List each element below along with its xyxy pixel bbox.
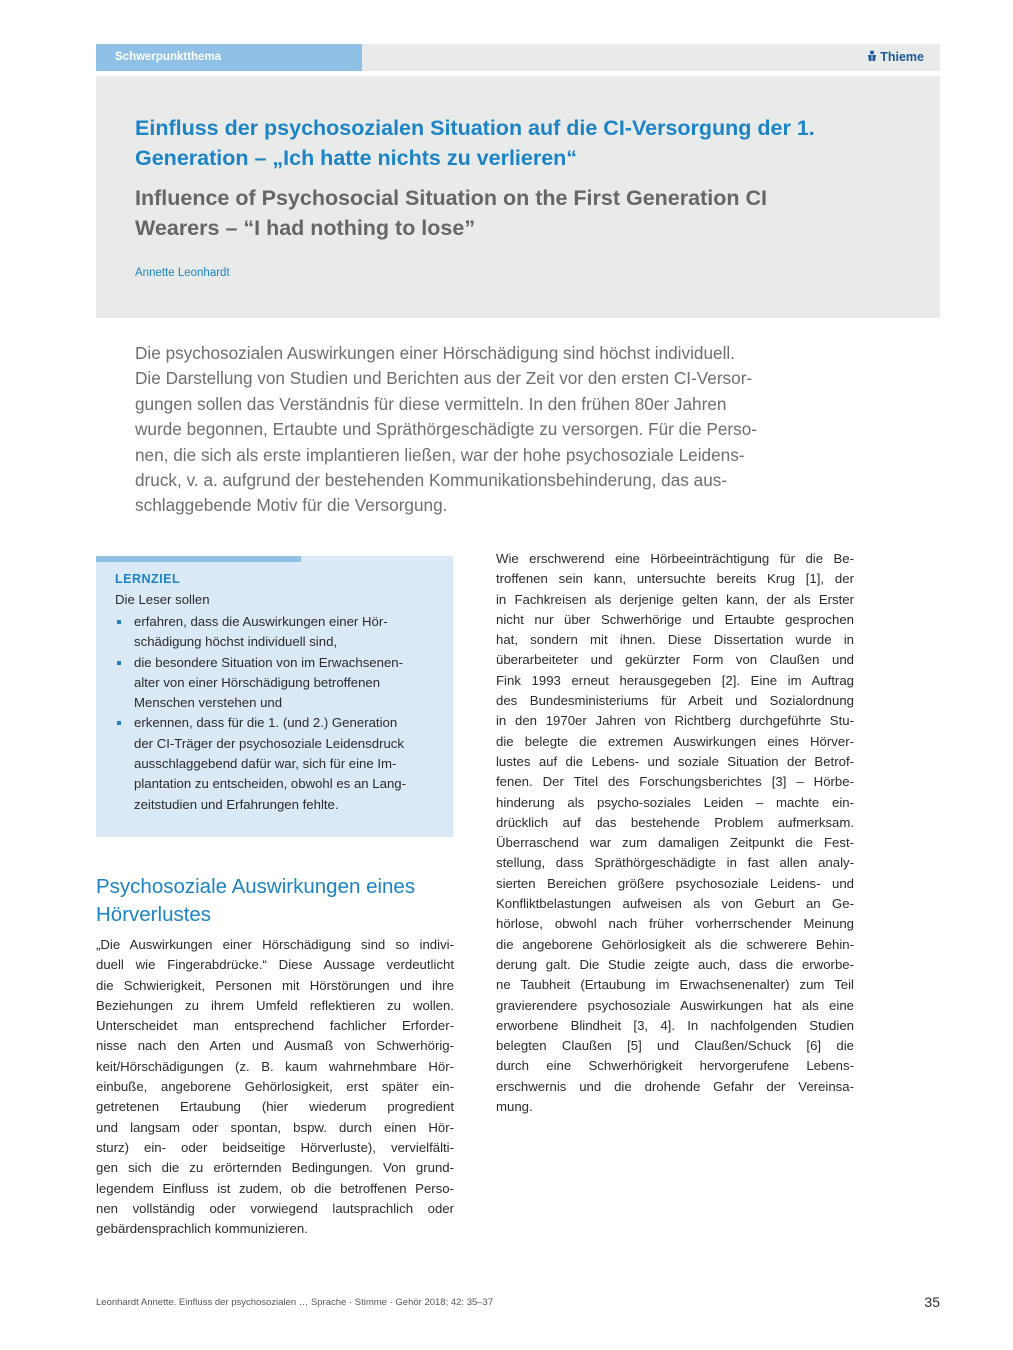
learning-goal-line: erkennen, dass für die 1. (und 2.) Generation xyxy=(134,715,398,731)
body-line: legendem Einfluss ist zudem, ob die betroffenen Perso- xyxy=(96,1180,454,1196)
learning-goals-list xyxy=(115,612,445,815)
bullet-icon xyxy=(117,620,121,624)
body-line: durch eine Schwerhörigkeit hervorgerufene Lebens- xyxy=(496,1058,854,1074)
body-line: die belegte die extremen Auswirkungen eines Hörver- xyxy=(496,733,854,749)
learning-goal-line: plantation zu entscheiden, obwohl es an Lang- xyxy=(134,776,407,792)
learning-goal-line: alter von einer Hörschädigung betroffenen xyxy=(134,674,381,690)
learning-goal-item xyxy=(115,653,445,714)
author-name: Annette Leonhardt xyxy=(135,267,230,279)
abstract-line: druck, v. a. aufgrund der bestehenden Kommunikationsbehinderung, das aus- xyxy=(135,470,728,491)
bullet-icon xyxy=(117,661,121,665)
body-line: nen vollständig oder vorwiegend lautsprachlich oder xyxy=(96,1200,454,1216)
body-line: die angeborene Gehörlosigkeit als die schwerere Behin- xyxy=(496,936,854,952)
abstract xyxy=(135,341,815,519)
footer-citation: Leonhardt Annette. Einfluss der psychosozialen … Sprache · Stimme · Gehör 2018; 42: 35–37 xyxy=(96,1297,494,1308)
body-line: „Die Auswirkungen einer Hörschädigung sind so indivi- xyxy=(96,937,454,952)
body-line: lustes auf die Lebens- und soziale Situation der Betrof- xyxy=(496,753,854,769)
body-line: troffenen sein kann, untersuchte bereits Krug [1], der xyxy=(496,571,854,587)
learning-goal-line: ausschlaggebend dafür war, sich für eine Im- xyxy=(134,756,397,772)
publisher-brand xyxy=(867,44,924,71)
learning-goal-line: Menschen verstehen und xyxy=(134,695,283,711)
publisher-name: Thieme xyxy=(880,50,924,64)
body-line: hinderung als psycho-soziales Leiden – machte ein- xyxy=(496,794,854,810)
bullet-icon xyxy=(117,721,121,725)
learning-goal-line: die besondere Situation von im Erwachsenen- xyxy=(134,654,404,670)
section-heading: Psychosoziale Auswirkungen eines Hörverlustes xyxy=(96,875,416,926)
body-line: hat, sondern mit ihnen. Diese Dissertation wurde in xyxy=(496,632,854,648)
body-line: hörlose, obwohl nach früher vorherrschender Meinung xyxy=(496,916,854,932)
body-line: Beziehungen zu ihrem Umfeld reflektieren zu wollen. xyxy=(96,997,454,1013)
body-line: keit/Hörschädigungen (z. B. kaum wahrnehmbare Hör- xyxy=(96,1058,454,1074)
body-line: in den 1970er Jahren von Richtberg durchgeführte Stu- xyxy=(496,713,854,729)
body-line: erschwernis und die drohende Gefahr der Vereinsa- xyxy=(496,1078,854,1094)
learning-goal-item xyxy=(115,612,445,653)
learning-goal-line: der CI-Träger der psychosoziale Leidensdruck xyxy=(134,735,404,751)
title-english: Influence of Psychosocial Situation on the First Generation CI Wearers – “I had nothing to lose” xyxy=(135,186,767,240)
body-line: gravierendere psychosoziale Auswirkungen hat als eine xyxy=(496,997,854,1013)
learning-goals-accent-bar xyxy=(96,556,301,562)
body-line: die Schwierigkeit, Personen mit Hörstörungen und ihre xyxy=(96,977,454,993)
body-line: Fink 1993 erneut herausgegeben [2]. Eine im Auftrag xyxy=(496,672,854,688)
learning-goal-item xyxy=(115,713,445,814)
title-panel xyxy=(96,76,940,318)
body-line: belegten Claußen [5] und Claußen/Schuck [6] die xyxy=(496,1038,854,1054)
body-text-left-column xyxy=(96,935,454,1239)
learning-goal-line: erfahren, dass die Auswirkungen einer Hör- xyxy=(134,614,388,629)
body-line: einbuße, angeborene Gehörlosigkeit, erst später ein- xyxy=(96,1079,454,1095)
learning-goals-title: LERNZIEL xyxy=(115,572,181,586)
body-line: gebärdensprachlich kommunizieren. xyxy=(96,1221,308,1237)
body-line: sturz) ein- oder beidseitige Hörverluste), vervielfälti- xyxy=(96,1139,454,1155)
body-line: mung. xyxy=(496,1099,533,1115)
body-line: und langsam oder spontan, bspw. durch einen Hör- xyxy=(96,1119,454,1135)
abstract-line: Die Darstellung von Studien und Berichten aus der Zeit vor den ersten CI-Versor- xyxy=(135,368,753,389)
body-line: Konfliktbelastungen aufweisen als von Geburt an Ge- xyxy=(496,896,854,912)
abstract-line: wurde begonnen, Ertaubte und Spräthörgeschädigte zu versorgen. Für die Perso- xyxy=(135,419,757,440)
body-text-right-column xyxy=(496,549,854,1117)
body-line: des Bundesministeriums für Arbeit und Sozialordnung xyxy=(496,693,854,709)
body-line: erworbene Blindheit [3, 4]. In nachfolgenden Studien xyxy=(496,1017,854,1033)
section-tag: Schwerpunktthema xyxy=(96,44,362,71)
header-bar xyxy=(96,44,940,71)
body-line: derung galt. Die Studie zeigte auch, dass die erworbe- xyxy=(496,956,854,972)
abstract-line: gungen sollen das Verständnis für diese vermitteln. In den frühen 80er Jahren xyxy=(135,393,727,414)
body-line: gen sich die zu erörternden Bedingungen. Von grund- xyxy=(96,1160,454,1176)
title-german: Einfluss der psychosozialen Situation auf die CI-Versorgung der 1. Generation – „Ich hatte nichts zu verlieren“ xyxy=(135,116,815,170)
abstract-line: schlaggebende Motiv für die Versorgung. xyxy=(135,495,448,516)
learning-goals-intro: Die Leser sollen xyxy=(115,592,210,607)
body-line: nisse nach den Arten und Ausmaß von Schwerhörig- xyxy=(96,1038,454,1054)
learning-goal-line: schädigung höchst individuell sind, xyxy=(134,634,338,650)
body-line: ne Taubheit (Ertaubung im Erwachsenenalter) zum Teil xyxy=(496,977,854,993)
body-line: überarbeiteter und gekürzter Form von Claußen und xyxy=(496,652,854,668)
body-line: Unterscheidet man entsprechend fachlicher Erforder- xyxy=(96,1018,454,1034)
body-line: Wie erschwerend eine Hörbeeinträchtigung für die Be- xyxy=(496,551,854,566)
body-line: getretenen Ertaubung (hier wiederum progredient xyxy=(96,1099,454,1115)
learning-goals-box xyxy=(96,556,453,837)
page-number: 35 xyxy=(924,1294,940,1310)
body-line: duell wie Fingerabdrücke.“ Diese Aussage verdeutlicht xyxy=(96,957,454,973)
body-line: fenen. Der Titel des Forschungsberichtes [3] – Hörbe- xyxy=(496,774,854,790)
body-line: nicht nur über Schwerhörige und Ertaubte gesprochen xyxy=(496,611,854,627)
body-line: in Fachkreisen als derjenige gelten kann, der als Erster xyxy=(496,591,854,607)
learning-goal-line: zeitstudien und Erfahrungen fehlte. xyxy=(134,796,339,812)
body-line: Überraschend war zum damaligen Zeitpunkt die Fest- xyxy=(496,835,854,851)
body-line: sierten Bereichen größere psychosoziale Leidens- und xyxy=(496,875,854,891)
thieme-logo-icon xyxy=(867,50,877,62)
body-line: drücklich auf das bestehende Problem aufmerksam. xyxy=(496,814,854,830)
body-line: stellung, dass Spräthörgeschädigte in fast allen analy- xyxy=(496,855,854,871)
abstract-line: Die psychosozialen Auswirkungen einer Hörschädigung sind höchst individuell. xyxy=(135,343,736,363)
abstract-line: nen, die sich als erste implantieren ließen, war der hohe psychosoziale Leidens- xyxy=(135,444,745,465)
